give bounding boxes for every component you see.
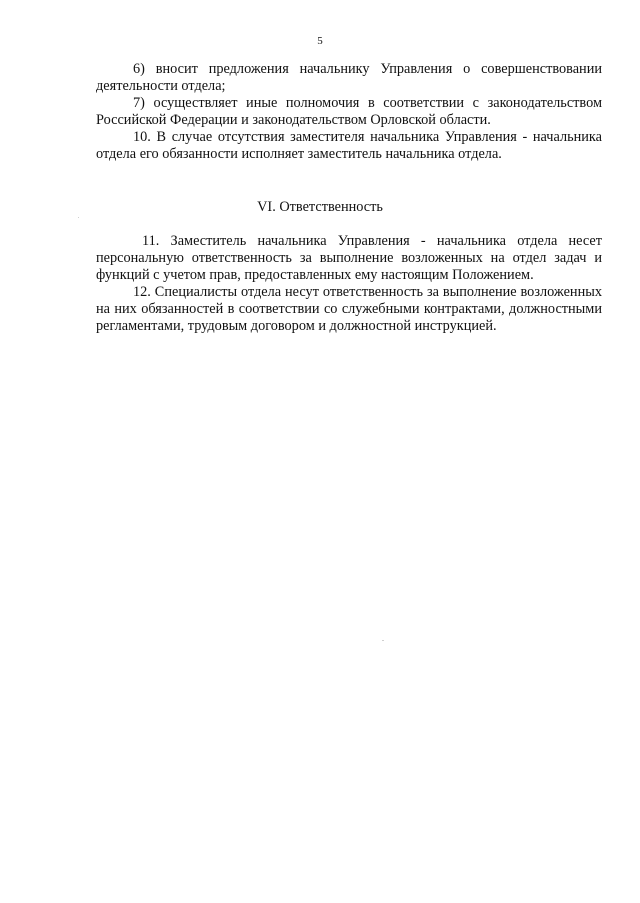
- page-number: 5: [317, 35, 323, 47]
- paragraph-clause-12: 12. Специалисты отдела несут ответственность за выполнение возложенных на них обязанностей в соответствии со служебными контрактами, должностными регламентами, трудовым договором и должностной инструкцией.: [96, 284, 602, 334]
- text-block-responsibility: [96, 233, 602, 335]
- paragraph-clause-10: 10. В случае отсутствия заместителя начальника Управления - начальника отдела его обязанности исполняет заместитель начальника отдела.: [96, 129, 602, 162]
- scan-speck: [78, 217, 79, 218]
- section-heading: VI. Ответственность: [257, 199, 383, 215]
- paragraph-item-7: 7) осуществляет иные полномочия в соответствии с законодательством Российской Федерации и законодательством Орловской области.: [96, 95, 602, 128]
- paragraph-clause-11: 11. Заместитель начальника Управления - начальника отдела несет персональную ответственность за выполнение возложенных на отдел задач и функций с учетом прав, предоставленных ему настоящим Положением.: [96, 233, 602, 283]
- text-block-powers: [96, 61, 602, 163]
- paragraph-item-6: 6) вносит предложения начальнику Управления о совершенствовании деятельности отдела;: [96, 61, 602, 94]
- scan-speck: [382, 640, 384, 641]
